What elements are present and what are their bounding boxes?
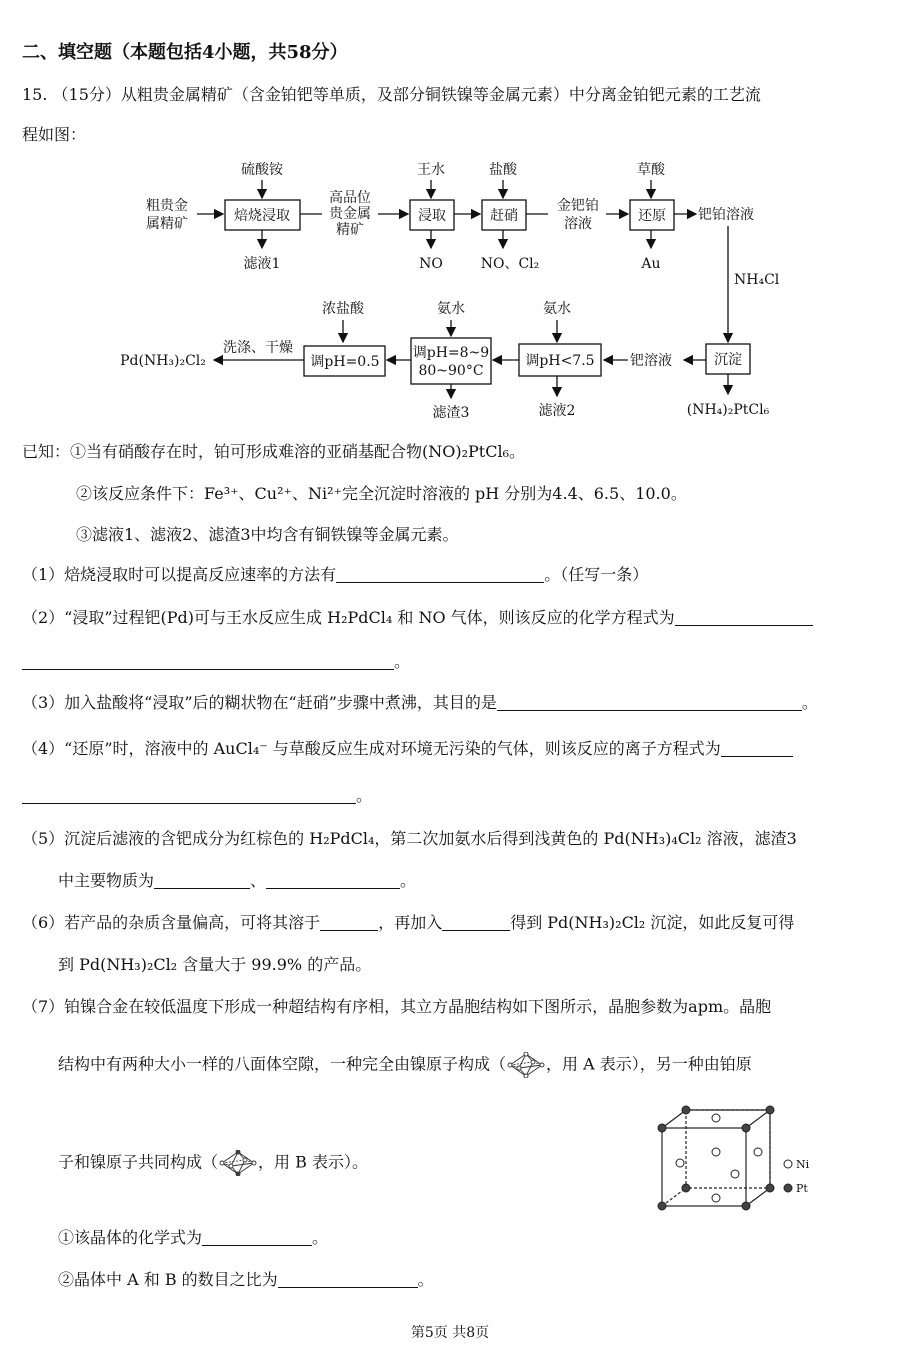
reagent-aqua-regia: 王水 xyxy=(417,162,445,178)
output-no-cl2-label: NO、Cl₂ xyxy=(480,256,540,272)
reagent-nh4cl: NH₄Cl xyxy=(734,272,780,288)
question-5-cont: 中主要物质为 、 。 xyxy=(58,871,417,890)
question-15-intro: 15. （15分）从粗贵金属精矿（含金铂钯等单质，及部分铜铁镍等金属元素）中分离金铂钯元素的工艺流 xyxy=(22,85,761,104)
reagent-ammonia-1: 氨水 xyxy=(543,301,571,317)
octahedron-b-icon xyxy=(218,1150,258,1176)
reagent-conc-hcl: 浓盐酸 xyxy=(322,301,364,317)
high-grade-concentrate-2: 贵金属 xyxy=(329,206,371,222)
legend-ni-label: Ni xyxy=(796,1158,810,1171)
box-roast-leach-label: 焙烧浸取 xyxy=(234,208,290,224)
legend-pt-marker xyxy=(784,1184,792,1192)
reagent-hydrochloric-acid: 盐酸 xyxy=(489,162,517,178)
answer-blank-5a[interactable] xyxy=(154,872,250,889)
question-7-cont-2: 子和镍原子共同构成（ ，用 B 表示）。 xyxy=(58,1150,882,1176)
question-7-1: ①该晶体的化学式为 。 xyxy=(58,1228,329,1247)
output-no-label: NO xyxy=(419,256,443,272)
box-adjust-ph-7-5-label: 调pH<7.5 xyxy=(525,353,595,369)
box-adjust-ph-8-9-label-1: 调pH=8~9 xyxy=(412,345,490,361)
answer-blank-4a[interactable] xyxy=(721,740,793,757)
answer-blank-5b[interactable] xyxy=(266,872,400,889)
output-au-label: Au xyxy=(641,256,661,272)
reagent-oxalic-acid: 草酸 xyxy=(637,162,665,178)
filter-residue-3-label: 滤渣3 xyxy=(432,405,470,421)
section-title: 二、填空题（本题包括4小题，共58分） xyxy=(22,42,348,63)
wash-dry-label: 洗涤、干燥 xyxy=(223,340,293,356)
pd-pt-solution-label: 钯铂溶液 xyxy=(698,207,754,223)
reagent-ammonia-2: 氨水 xyxy=(437,301,465,317)
question-4: （4）“还原”时，溶液中的 AuCl₄⁻ 与草酸反应生成对环境无污染的气体，则该反应的离子方程式为 xyxy=(22,738,882,760)
question-6-cont: 到 Pd(NH₃)₂Cl₂ 含量大于 99.9% 的产品。 xyxy=(58,955,372,974)
question-4-cont: 。 xyxy=(22,785,882,807)
question-3: （3）加入盐酸将“浸取”后的糊状物在“赶硝”步骤中煮沸，其目的是 。 xyxy=(22,693,818,712)
answer-blank-3[interactable] xyxy=(497,694,802,711)
crystal-cell-diagram xyxy=(650,1100,830,1215)
box-leach-label: 浸取 xyxy=(418,208,446,224)
filtrate-1-label: 滤液1 xyxy=(243,256,281,272)
question-2: （2）“浸取”过程钯(Pd)可与王水反应生成 H₂PdCl₄ 和 NO 气体，则该反应的化学方程式为 xyxy=(22,607,882,629)
known-2: ②该反应条件下：Fe³⁺、Cu²⁺、Ni²⁺完全沉淀时溶液的 pH 分别为4.4、6.5、10.0。 xyxy=(76,484,687,503)
answer-blank-7-2[interactable] xyxy=(278,1271,418,1288)
filtrate-2-label: 滤液2 xyxy=(538,403,576,419)
output-ammonium-hexachloroplatinate: (NH₄)₂PtCl₆ xyxy=(686,402,770,418)
question-7-2: ②晶体中 A 和 B 的数目之比为 。 xyxy=(58,1270,434,1289)
answer-blank-6b[interactable] xyxy=(442,914,510,931)
question-15-intro-cont: 程如图： xyxy=(22,125,87,144)
high-grade-concentrate-3: 精矿 xyxy=(336,222,364,238)
question-7-cont-1: 结构中有两种大小一样的八面体空隙，一种完全由镍原子构成（ ，用 A 表示），另一种由铂原 xyxy=(58,1052,882,1078)
question-7: （7）铂镍合金在较低温度下形成一种超结构有序相，其立方晶胞结构如下图所示，晶胞参数为apm。晶胞 xyxy=(22,997,772,1016)
question-6: （6）若产品的杂质含量偏高，可将其溶于 ，再加入 得到 Pd(NH₃)₂Cl₂ 沉淀，如此反复可得 xyxy=(22,913,795,932)
page-footer: 第5页 共8页 xyxy=(410,1325,490,1341)
legend-pt-label: Pt xyxy=(796,1182,808,1195)
legend-ni-marker xyxy=(784,1160,792,1168)
box-adjust-ph-8-9-label-2: 80~90°C xyxy=(418,363,484,379)
au-pd-pt-solution-2: 溶液 xyxy=(564,216,592,232)
raw-material-label-2: 属精矿 xyxy=(146,216,188,232)
high-grade-concentrate-1: 高品位 xyxy=(329,190,371,206)
answer-blank-7-1[interactable] xyxy=(202,1229,312,1246)
box-adjust-ph-0-5-label: 调pH=0.5 xyxy=(310,354,380,370)
box-precipitate-label: 沉淀 xyxy=(714,352,742,368)
product-label: Pd(NH₃)₂Cl₂ xyxy=(120,353,206,369)
process-flowchart xyxy=(0,150,900,430)
answer-blank-2a[interactable] xyxy=(675,609,813,626)
known-1: 已知：①当有硝酸存在时，铂可形成难溶的亚硝基配合物(NO)₂PtCl₆。 xyxy=(22,442,525,461)
box-denitrate-label: 赶硝 xyxy=(490,208,518,224)
answer-blank-4b[interactable] xyxy=(22,787,356,804)
raw-material-label-1: 粗贵金 xyxy=(146,198,188,214)
box-reduce-label: 还原 xyxy=(638,208,666,224)
au-pd-pt-solution-1: 金钯铂 xyxy=(557,198,599,214)
octahedron-a-icon xyxy=(506,1052,546,1078)
question-5: （5）沉淀后滤液的含钯成分为红棕色的 H₂PdCl₄，第二次加氨水后得到浅黄色的 Pd(NH₃)₄Cl₂ 溶液，滤渣3 xyxy=(22,829,797,848)
answer-blank-1[interactable] xyxy=(336,566,544,583)
question-2-cont: 。 xyxy=(22,651,882,673)
answer-blank-2b[interactable] xyxy=(22,653,394,670)
reagent-ammonium-sulfate: 硫酸铵 xyxy=(241,162,283,178)
question-1: （1）焙烧浸取时可以提高反应速率的方法有 。（任写一条） xyxy=(22,565,649,584)
answer-blank-6a[interactable] xyxy=(320,914,378,931)
pd-solution-label: 钯溶液 xyxy=(630,353,672,369)
known-3: ③滤液1、滤液2、滤渣3中均含有铜铁镍等金属元素。 xyxy=(76,525,459,544)
